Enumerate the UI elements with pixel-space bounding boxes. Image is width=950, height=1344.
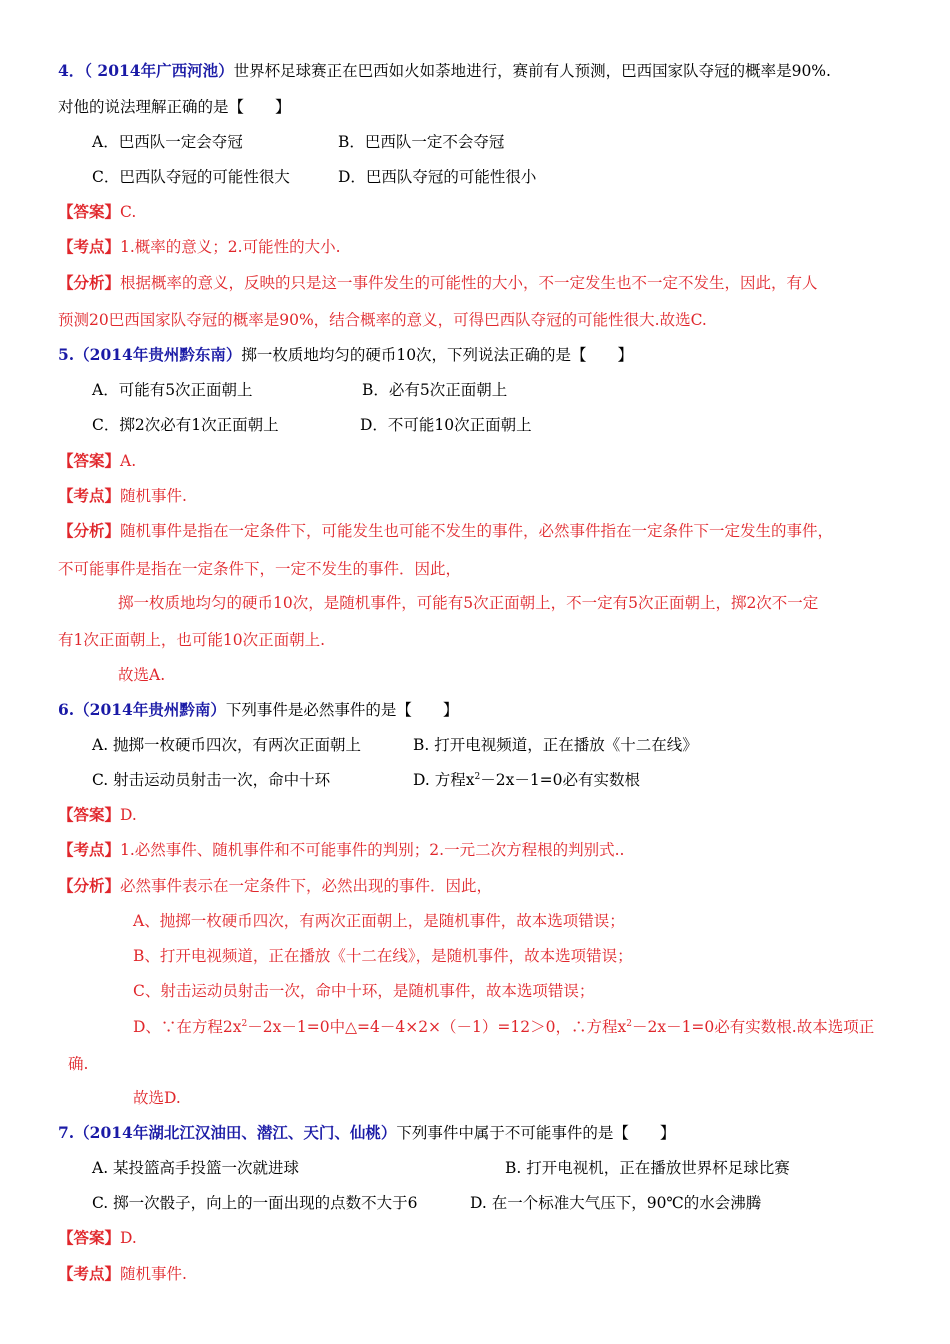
q6-option-a: A. 抛掷一枚硬币四次，有两次正面朝上	[92, 736, 362, 754]
q7-option-d: D. 在一个标准大气压下，90℃的水会沸腾	[470, 1194, 762, 1212]
q6-option-d: D. 方程$x^2-2x-1=0$必有实数根	[413, 771, 641, 789]
q6-analysis-option-d: D、∵在方程$2x^2-2x-1=0$中△=4－4×2×（－1）=12＞0，∴方程$x^2-2x-1=0$必有实数根.故本选项正	[133, 1018, 875, 1036]
q4-stem-line1	[58, 61, 831, 81]
q6-stem: 6.（2014年贵州黔南）下列事件是必然事件的是【 】	[58, 700, 459, 719]
q5-analysis-line5: 故选A.	[118, 666, 166, 684]
q6-option-b: B. 打开电视频道，正在播放《十二在线》	[413, 736, 698, 754]
q5-analysis-line4: 有1次正面朝上，也可能10次正面朝上.	[58, 631, 326, 649]
q6-analysis-option-a: A、抛掷一枚硬币四次，有两次正面朝上，是随机事件，故本选项错误；	[133, 912, 625, 930]
q6-analysis-option-b: B、打开电视频道，正在播放《十二在线》，是随机事件，故本选项错误；	[133, 947, 633, 965]
q4-analysis-line1: 【分析】根据概率的意义，反映的只是这一事件发生的可能性的大小，不一定发生也不一定不发生，因此，有人	[58, 273, 818, 292]
q6-analysis-option-c: C、射击运动员射击一次，命中十环，是随机事件，故本选项错误；	[133, 982, 595, 1000]
q5-analysis-line3: 掷一枚质地均匀的硬币10次，是随机事件，可能有5次正面朝上，不一定有5次正面朝上，掷2次不一定	[118, 594, 819, 612]
q6-point: 【考点】1.必然事件、随机事件和不可能事件的判别；2.一元二次方程根的判别式..	[58, 840, 625, 859]
q7-option-c: C. 掷一次骰子，向上的一面出现的点数不大于6	[92, 1194, 418, 1212]
q4-stem: 世界杯足球赛正在巴西如火如荼地进行，赛前有人预测，巴西国家队夺冠的概率是90%.	[233, 62, 831, 80]
q6-analysis-line1: 【分析】必然事件表示在一定条件下，必然出现的事件．因此，	[58, 876, 493, 895]
q6-analysis-option-d-cont: 确.	[68, 1055, 89, 1073]
q5-option-c: C．掷2次必有1次正面朝上	[92, 416, 279, 434]
q4-point: 【考点】1.概率的意义；2.可能性的大小.	[58, 237, 341, 256]
q7-option-a: A. 某投篮高手投篮一次就进球	[92, 1159, 300, 1177]
q6-answer: 【答案】D.	[58, 805, 137, 824]
q4-option-d: D．巴西队夺冠的可能性很小	[338, 168, 537, 186]
q6-option-c: C. 射击运动员射击一次，命中十环	[92, 771, 331, 789]
q4-number-source: 4．（ 2014年广西河池）	[58, 61, 234, 80]
q7-stem: 7.（2014年湖北江汉油田、潜江、天门、仙桃）下列事件中属于不可能事件的是【 】	[58, 1123, 676, 1142]
q4-stem-line2: 对他的说法理解正确的是【 】	[58, 98, 291, 116]
q5-analysis-line1: 【分析】随机事件是指在一定条件下，可能发生也可能不发生的事件，必然事件指在一定条件下一定发生的事件，	[58, 521, 834, 540]
q6-analysis-conclusion: 故选D.	[133, 1089, 181, 1107]
q7-option-b: B. 打开电视机，正在播放世界杯足球比赛	[505, 1159, 790, 1177]
q5-point: 【考点】随机事件.	[58, 486, 187, 505]
q5-option-d: D．不可能10次正面朝上	[360, 416, 532, 434]
q4-option-b: B．巴西队一定不会夺冠	[338, 133, 505, 151]
q5-answer: 【答案】A.	[58, 451, 137, 470]
q4-analysis-line2: 预测20巴西国家队夺冠的概率是90%，结合概率的意义，可得巴西队夺冠的可能性很大.故选C.	[58, 311, 707, 329]
q5-option-a: A．可能有5次正面朝上	[92, 381, 253, 399]
q5-stem: 5.（2014年贵州黔东南）掷一枚质地均匀的硬币10次，下列说法正确的是【 】	[58, 345, 634, 364]
q4-option-a: A．巴西队一定会夺冠	[92, 133, 243, 151]
q4-option-c: C．巴西队夺冠的可能性很大	[92, 168, 290, 186]
q5-analysis-line2: 不可能事件是指在一定条件下，一定不发生的事件．因此，	[58, 560, 462, 578]
q4-answer: 【答案】C.	[58, 202, 137, 221]
q5-option-b: B．必有5次正面朝上	[362, 381, 508, 399]
q7-answer: 【答案】D.	[58, 1228, 137, 1247]
q7-point: 【考点】随机事件.	[58, 1264, 187, 1283]
